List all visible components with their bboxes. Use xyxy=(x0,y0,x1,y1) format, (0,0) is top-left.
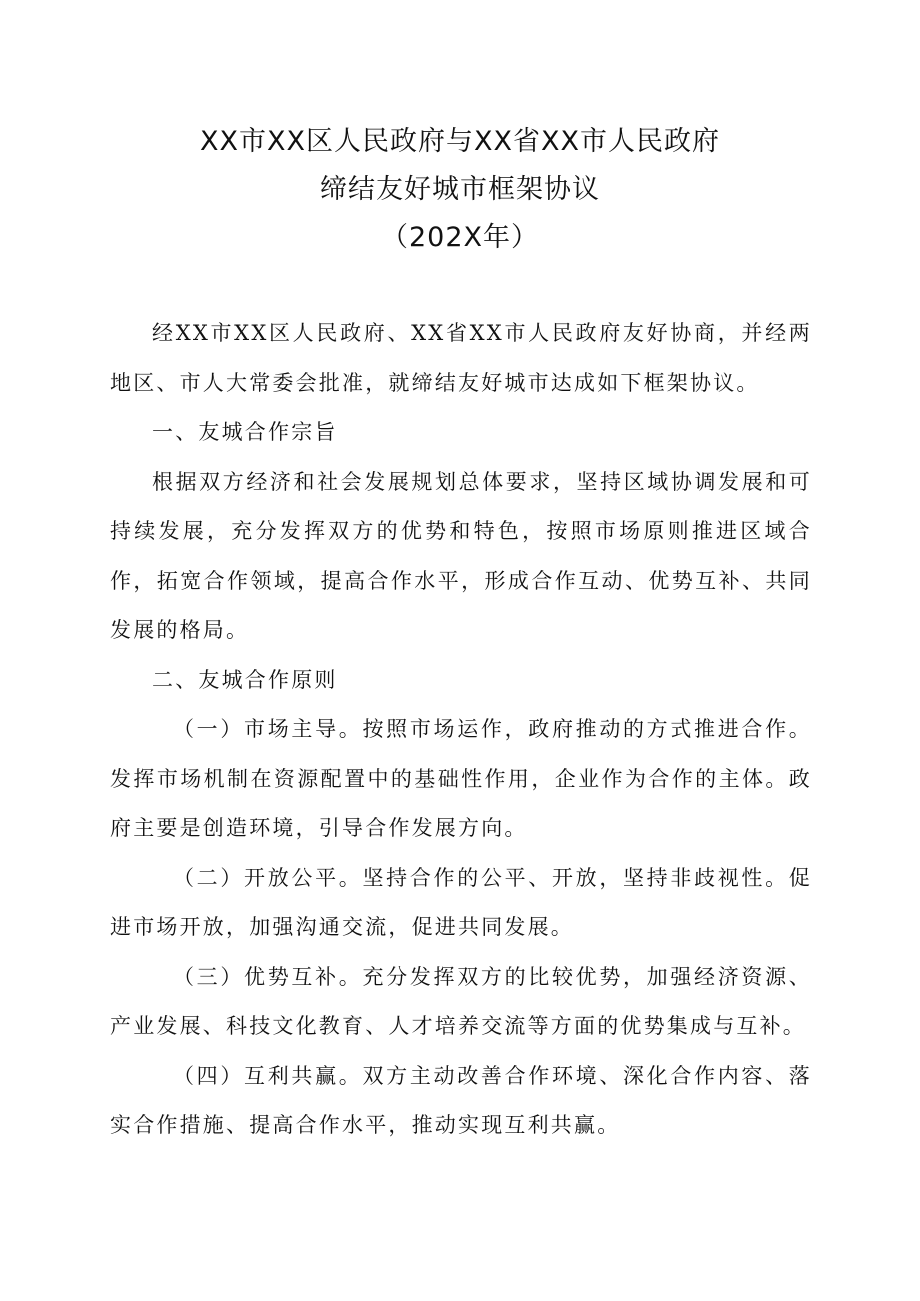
principle-win-win: （四）互利共赢。双方主动改善合作环境、深化合作内容、落实合作措施、提高合作水平，推动实现互利共赢。 xyxy=(110,1063,812,1137)
title-line-2: 缔结友好城市框架协议 xyxy=(320,174,600,205)
section-heading-purpose: 一、友城合作宗旨 xyxy=(152,420,338,444)
principle-complementary: （三）优势互补。充分发挥双方的比较优势，加强经济资源、产业发展、科技文化教育、人才培养交流等方面的优势集成与互补。 xyxy=(110,964,812,1038)
section-heading-principles: 二、友城合作原则 xyxy=(152,667,338,692)
principle-open-fair: （二）开放公平。坚持合作的公平、开放，坚持非歧视性。促进市场开放，加强沟通交流，促进共同发展。 xyxy=(110,865,812,939)
document-body xyxy=(110,309,812,1151)
title-line-1: XX市XX区人民政府与XX省XX市人民政府 xyxy=(200,126,720,157)
intro-paragraph: 经XX市XX区人民政府、XX省XX市人民政府友好协商，并经两地区、市人大常委会批准，就缔结友好城市达成如下框架协议。 xyxy=(110,321,812,395)
section-purpose-paragraph: 根据双方经济和社会发展规划总体要求，坚持区域协调发展和可持续发展，充分发挥双方的优势和特色，按照市场原则推进区域合作，拓宽合作领域，提高合作水平，形成合作互动、优势互补、共同发展的格局。 xyxy=(110,469,812,642)
title-line-3: （202X年） xyxy=(380,222,540,253)
document-title xyxy=(0,118,920,262)
principle-market-led: （一）市场主导。按照市场运作，政府推动的方式推进合作。发挥市场机制在资源配置中的基础性作用，企业作为合作的主体。政府主要是创造环境，引导合作发展方向。 xyxy=(110,717,812,840)
